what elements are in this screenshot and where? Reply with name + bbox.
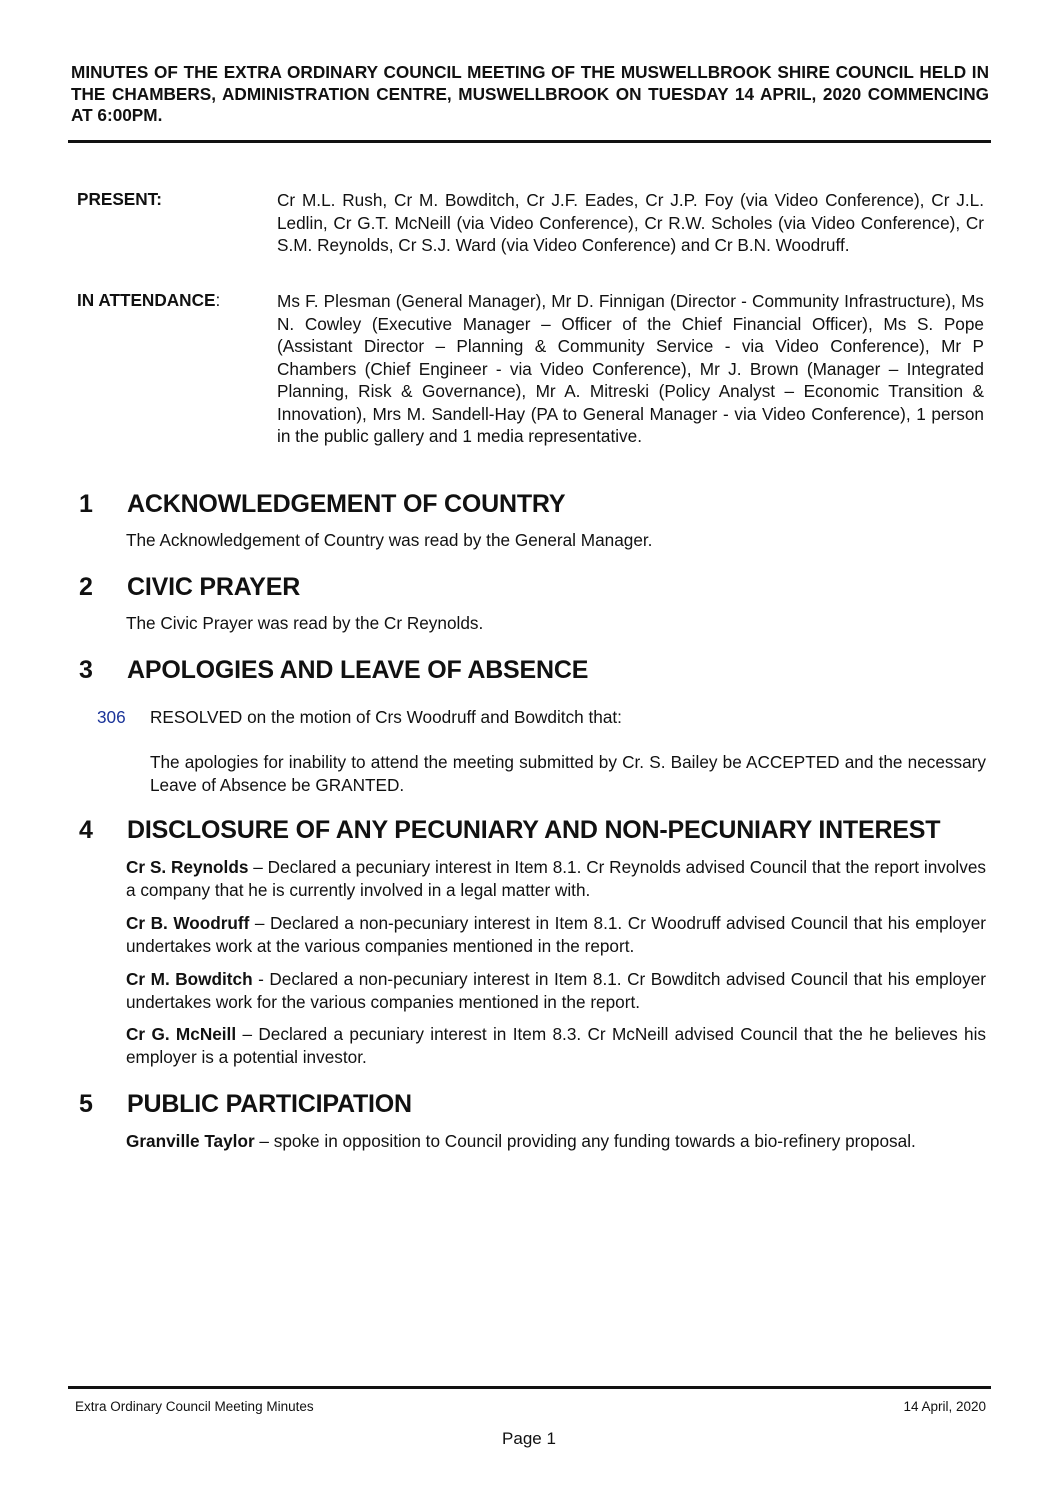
declaration-text: – Declared a pecuniary interest in Item 8.1. Cr Reynolds advised Council that the report involves a company that he is currently involved in a legal matter with.: [126, 857, 986, 900]
section-number: 3: [79, 656, 93, 684]
declaration-text: – Declared a pecuniary interest in Item 8.3. Cr McNeill advised Council that the he believes his employer is a potential investor.: [126, 1024, 987, 1067]
attendance-label-colon: :: [215, 290, 221, 310]
interest-declaration: [126, 912, 986, 957]
participant-name: Granville Taylor: [126, 1131, 255, 1151]
interest-declaration: [126, 1023, 986, 1068]
section-heading: CIVIC PRAYER: [127, 573, 301, 601]
resolution-intro: RESOLVED on the motion of Crs Woodruff and Bowditch that:: [150, 707, 622, 727]
section-number: 2: [79, 573, 93, 601]
attendance-label-text: IN ATTENDANCE: [77, 290, 216, 310]
councillor-name: Cr B. Woodruff: [126, 913, 250, 933]
footer-date: 14 April, 2020: [903, 1399, 986, 1414]
interest-declaration: [126, 968, 986, 1013]
resolution-number: 306: [97, 707, 126, 727]
present-text: Cr M.L. Rush, Cr M. Bowditch, Cr J.F. Eades, Cr J.P. Foy (via Video Conference), Cr J.L. Ledlin, Cr G.T. McNeill (via Video Conference), Cr R.W. Scholes (via Video Conference), Cr S.M. Reynolds, Cr S.J. Ward (via Video Conference) and Cr B.N. Woodruff.: [277, 190, 984, 255]
participation-text: – spoke in opposition to Council providing any funding towards a bio-refinery proposal.: [254, 1131, 916, 1151]
declaration-text: - Declared a non-pecuniary interest in Item 8.1. Cr Bowditch advised Council that his employer undertakes work for the various companies mentioned in the report.: [126, 969, 986, 1012]
public-participant: [126, 1130, 986, 1153]
councillor-name: Cr G. McNeill: [126, 1024, 237, 1044]
footer-divider: [68, 1386, 991, 1389]
section-body: The Civic Prayer was read by the Cr Reynolds.: [126, 613, 484, 633]
section-body: The Acknowledgement of Country was read by the General Manager.: [126, 530, 653, 550]
section-number: 1: [79, 490, 93, 518]
councillor-name: Cr M. Bowditch: [126, 969, 253, 989]
councillor-name: Cr S. Reynolds: [126, 857, 249, 877]
minutes-title: MINUTES OF THE EXTRA ORDINARY COUNCIL MEETING OF THE MUSWELLBROOK SHIRE COUNCIL HELD IN THE CHAMBERS, ADMINISTRATION CENTRE, MUSWELLBROOK ON TUESDAY 14 APRIL, 2020 COMMENCING AT 6:00PM.: [71, 62, 989, 125]
declaration-text: – Declared a non-pecuniary interest in Item 8.1. Cr Woodruff advised Council that his employer undertakes work at the various companies mentioned in the report.: [126, 913, 986, 956]
section-heading: DISCLOSURE OF ANY PECUNIARY AND NON-PECUNIARY INTEREST: [127, 816, 941, 844]
section-number: 5: [79, 1090, 93, 1118]
footer-document-title: Extra Ordinary Council Meeting Minutes: [75, 1399, 314, 1414]
section-heading: APOLOGIES AND LEAVE OF ABSENCE: [127, 656, 589, 684]
section-number: 4: [79, 816, 93, 844]
attendance-label: [77, 290, 220, 311]
attendance-text: Ms F. Plesman (General Manager), Mr D. Finnigan (Director - Community Infrastructure), Ms N. Cowley (Executive Manager – Officer of the Chief Financial Officer), Ms S. Pope (Assistant Director – Planning & Community Service - via Video Conference), Mr P Chambers (Chief Engineer - via Video Conference), Mr J. Brown (Manager – Integrated Planning, Risk & Governance), Mr A. Mitreski (Policy Analyst – Economic Transition & Innovation), Mrs M. Sandell-Hay (PA to General Manager - via Video Conference), 1 person in the public gallery and 1 media representative.: [277, 291, 984, 446]
resolution-text: The apologies for inability to attend the meeting submitted by Cr. S. Bailey be ACCEPTED and the necessary Leave of Absence be GRANTED.: [150, 752, 986, 795]
present-label: PRESENT:: [77, 189, 162, 209]
section-heading: ACKNOWLEDGEMENT OF COUNTRY: [127, 490, 566, 518]
interest-declaration: [126, 856, 986, 901]
header-divider: [68, 140, 991, 143]
page-number: Page 1: [502, 1429, 556, 1448]
section-heading: PUBLIC PARTICIPATION: [127, 1090, 412, 1118]
